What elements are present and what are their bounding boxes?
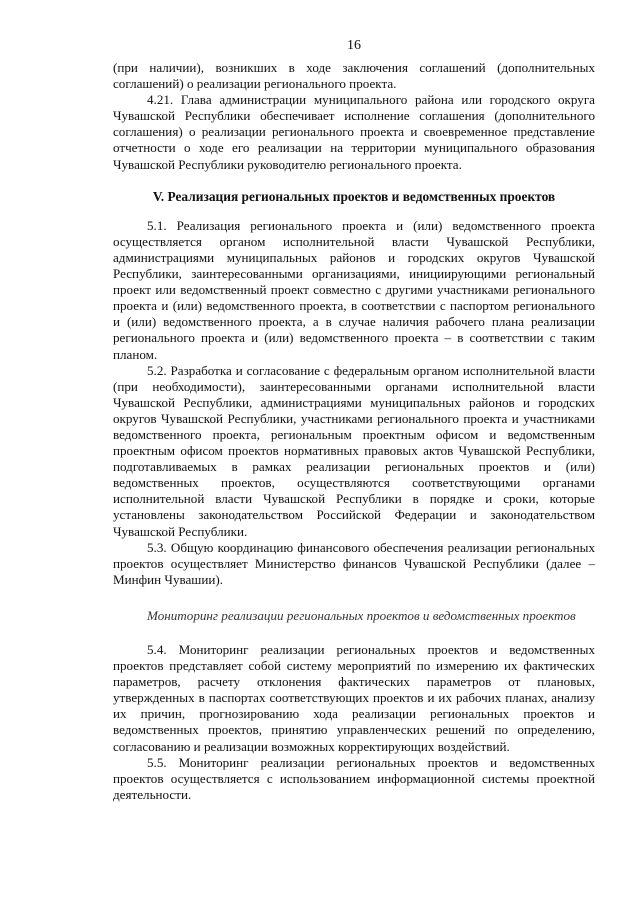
section-heading: V. Реализация региональных проектов и ведомственных проектов (152, 188, 556, 204)
monitoring-subheading: Мониторинг реализации региональных проектов и ведомственных проектов (147, 607, 576, 623)
paragraph-5-5: 5.5. Мониторинг реализации региональных проектов и ведомственных проектов осуществляется с использованием информационной системы проектной деятельности. (113, 754, 595, 802)
paragraph-5-1: 5.1. Реализация регионального проекта и (или) ведомственного проекта осуществляется органом исполнительной власти Чувашской Республики, администрациями муниципальных районов и городских округов Чувашской Республики, заинтересованными организациями, инициирующими региональный проект или ведомственный проект совместно с другими участниками регионального проекта и (или) ведомственного проекта, в соответствии с паспортом регионального и (или) ведомственного проекта, а в случае наличия рабочего плана реализации регионального проекта и (или) ведомственного проекта – в соответствии с таким планом. (113, 217, 595, 362)
paragraph-continuation: (при наличии), возникших в ходе заключения соглашений (дополнительных соглашений) о реализации регионального проекта. (113, 60, 595, 92)
paragraph-5-2: 5.2. Разработка и согласование с федеральным органом исполнительной власти (при необходимости), заинтересованными органами исполнительной власти Чувашской Республики, администрациями муниципальных районов и городских округов Чувашской Республики, участниками регионального проекта и участниками ведомственного проекта, региональным проектным офисом и ведомственным проектным офисом проектов нормативных правовых актов Чувашской Республики, подготавливаемых в рамках реализации региональных проектов и (или) ведомственных проектов, осуществляются соответствующими органами исполнительной власти Чувашской Республики в порядке и сроки, которые установлены законодательством Российской Федерации и законодательством Чувашской Республики. (113, 362, 595, 539)
paragraph-5-4: 5.4. Мониторинг реализации региональных проектов и ведомственных проектов представляет собой систему мероприятий по измерению их фактических параметров, расчету отклонения фактических параметров от плановых, утвержденных в паспортах соответствующих проектов и их рабочих планах, анализу их причин, прогнозированию хода реализации региональных проектов и ведомственных проектов, принятию управленческих решений по определению, согласованию и реализации возможных корректирующих воздействий. (113, 642, 595, 754)
page-number: 16 (347, 38, 361, 53)
paragraph-4-21: 4.21. Глава администрации муниципального района или городского округа Чувашской Республики обеспечивает исполнение соглашения (дополнительного соглашения) о реализации регионального проекта и своевременное представление отчетности о ходе его реализации на территории муниципального образования Чувашской Республики руководителю регионального проекта. (113, 92, 595, 172)
paragraph-5-3: 5.3. Общую координацию финансового обеспечения реализации региональных проектов осуществляет Министерство финансов Чувашской Республики (далее – Минфин Чувашии). (113, 539, 595, 587)
